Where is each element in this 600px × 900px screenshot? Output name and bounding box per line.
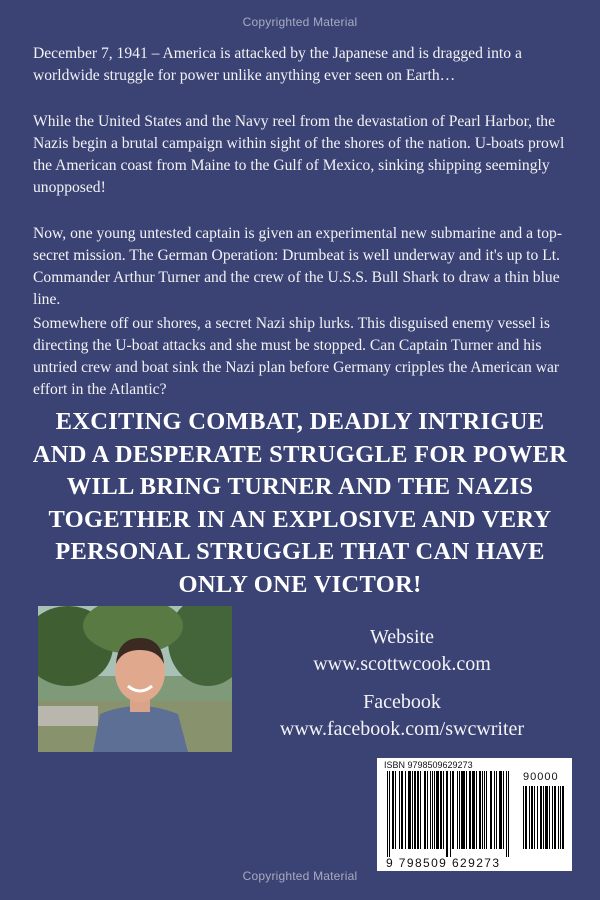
website-label: Website <box>370 626 434 648</box>
copyright-watermark-bottom: Copyrighted Material <box>242 869 358 883</box>
blurb-paragraph-4: Somewhere off our shores, a secret Nazi ship lurks. This disguised enemy vessel is directing the U-boat attacks and she must be stopped. Can Captain Turner and his untried crew and boat sink the Nazi plan before Germany cripples the American war effort in the Atlantic? <box>33 315 560 398</box>
website-url[interactable]: www.scottwcook.com <box>313 653 491 675</box>
facebook-label: Facebook <box>363 691 441 713</box>
copyright-watermark-top: Copyrighted Material <box>242 15 358 29</box>
blurb-paragraph-1: December 7, 1941 – America is attacked by the Japanese and is dragged into a worldwide struggle for power unlike anything ever seen on Earth… <box>33 45 522 84</box>
price-code: 90000 <box>523 771 559 783</box>
isbn-label: ISBN 9798509629273 <box>384 760 473 770</box>
facebook-url[interactable]: www.facebook.com/swcwriter <box>279 718 525 740</box>
headline-tagline: EXCITING COMBAT, DEADLY INTRIGUE AND A DESPERATE STRUGGLE FOR POWER WILL BRING TURNER AND THE NAZIS TOGETHER IN AN EXPLOSIVE AND VERY PERSONAL STRUGGLE THAT CAN HAVE ONLY ONE VICTOR! <box>32 408 568 598</box>
blurb-paragraph-3: Now, one young untested captain is given an experimental new submarine and a top-secret mission. The German Operation: Drumbeat is well underway and it's up to Lt. Commander Arthur Turner and the crew of the U.S.S. Bull Shark to draw a thin blue line. <box>33 225 563 308</box>
blurb-paragraph-2: While the United States and the Navy reel from the devastation of Pearl Harbor, the Nazis begin a brutal campaign within sight of the shores of the nation. U-boats prowl the American coast from Maine to the Gulf of Mexico, sinking shipping seemingly unopposed! <box>33 113 565 196</box>
author-photo <box>38 606 232 752</box>
ean-barcode-bars <box>387 771 517 857</box>
price-addon-bars <box>523 786 567 857</box>
isbn-barcode <box>377 758 572 871</box>
ean-digits: 9 798509 629273 <box>386 856 501 870</box>
